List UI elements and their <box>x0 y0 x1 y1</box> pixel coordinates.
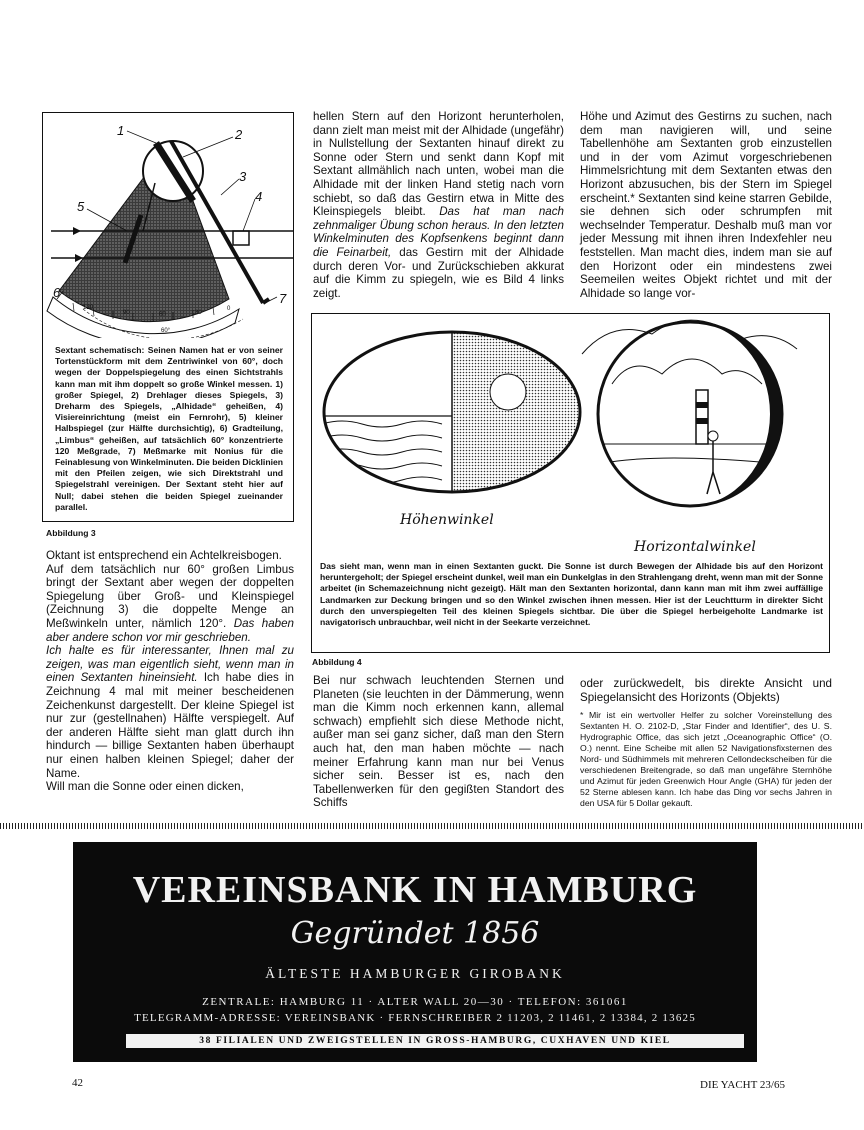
ad-branches: 38 FILIALEN UND ZWEIGSTELLEN IN GROSS-HAMBURG, CUXHAVEN UND KIEL <box>126 1034 744 1048</box>
scale-label: 90 <box>123 310 130 316</box>
text-span: hellen Stern auf den Horizont herunterholen, dann zielt man meist mit der Alhidade (ungefähr) in Nullstellung der Sextanten hinauf direkt zu Sonne oder Stern und senkt dann Kopf mit Sextant allmählich nach unten, wobei man die Alhidade mit der linken Hand stetig nach vorn schiebt, so daß das Gestirn etwa in Mitte des Kleinspiegels bleibt. <box>313 110 564 219</box>
footnote: * Mir ist ein wertvoller Helfer zu solcher Voreinstellung des Sextanten H. O. 2102-D, „Star Finder and Identifier“, des U. S. Hydrographic Office, das sich jetzt „Oceanographic Office“ (O. O.) nennt. Eine Scheibe mit allen 52 Navigationsfixsternen des Nord- und Südhimmels mit mehreren Cellondeckscheiben für die verschiedenen Breitengrade, so daß man ungefähre Sternhöhe und Azimut für jeden Greenwich Hour Angle (GHA) für jeden der 52 Sterne ablesen kann. Ich habe das Ding vor sechs Jahren in den USA für 5 Dollar gekauft. <box>580 710 832 808</box>
text-span-italic: Das haben aber andere schon vor mir geschrieben. <box>46 616 294 644</box>
sextant-view-drawing <box>312 314 831 559</box>
scale-label: 0 <box>227 306 231 312</box>
paragraph: Will man die Sonne oder einen dicken, <box>46 780 244 794</box>
right-view-label: Horizontalwinkel <box>634 539 756 555</box>
angle-label: 60° <box>161 328 171 334</box>
paragraph: Höhe und Azimut des Gestirns zu suchen, nach dem man navigieren will, und seine Tabellenhöhe am Sextanten grob einzustellen und in der vom Azimut vorgeschriebenen Himmelsrichtung mit dem Sextanten etwas den Horizont abzusuchen, bis der Stern im Spiegel erscheint.* Sextanten sind keine starren Gebilde, sie dehnen sich oder schrumpfen mit wechselnder Temperatur. Deshalb muß man vor jeder Messung mit ihnen ihren Indexfehler neu feststellen. Man macht dies, indem man sie auf den Horizont oder ein mindestens zwei Seemeilen weites Objekt richtet und mit der Alhidade so lange vor- <box>580 110 832 300</box>
page-number: 42 <box>72 1077 83 1089</box>
paragraph: oder zurückwedelt, bis direkte Ansicht und Spiegelansicht des Horizonts (Objekts) <box>580 677 832 704</box>
diagram-label-2: 2 <box>235 127 243 142</box>
figure-4-label: Abbildung 4 <box>312 657 362 667</box>
diagram-label-6: 6 <box>53 285 61 300</box>
figure-3-caption: Sextant schematisch: Seinen Namen hat er von seiner Tortenstückform mit dem Zentriwinkel von 60°, doch wegen der Doppelspiegelung des einen Sichtstrahls kann man mit ihm doppelt so große Winkel messen. 1) großer Spiegel, 2) Drehlager dieses Spiegels, 3) Dreharm des Spiegels, „Alhidade“ geheißen, 4) Visiereinrichtung (meist ein Fernrohr), 5) kleiner Halbspiegel (zur Hälfte durchsichtig), 6) Gradteilung, „Limbus“ geheißen, auf tatsächlich 60° konzentrierte 120 Meßgrade, 7) Meßmarke mit Nonius für die Feinablesung von Winkelminuten. Die beiden Dicklinien mit den Pfeilen zeigen, wie sich Direktstrahl und Spiegelstrahl vereinigen. Der Sextant steht hier auf Null; dabei stehen die beiden Spiegel zueinander parallel. <box>55 345 283 512</box>
paragraph <box>46 644 294 780</box>
ad-telegram: TELEGRAMM-ADRESSE: VEREINSBANK · FERNSCHREIBER 2 11203, 2 11461, 2 13384, 2 13625 <box>134 1012 696 1024</box>
figure-4-caption: Das sieht man, wenn man in einen Sextanten guckt. Die Sonne ist durch Bewegen der Alhidade bis auf den Horizont heruntergeholt; der Spiegel erscheint dunkel, weil man ein Dunkelglas in den Strahlengang dreht, wenn man mit der Sonne arbeitet (in Schemazeichnung nicht gezeigt). Hält man den Sextanten horizontal, dann kann man mit ihm zwei auffällige Landmarken zur Deckung bringen und so den Winkel zwischen ihnen messen. Hier ist der Leuchtturm in direkter Sicht durch den unverspiegelten Teil des kleinen Spiegels sichtbar. Die über die Spiegel herbeigeholte Landmarke ist navigatorisch unbrauchbar, weil nicht in der Seekarte verzeichnet. <box>320 561 823 628</box>
scale-label: 120 <box>83 305 94 311</box>
paragraph: Bei nur schwach leuchtenden Sternen und Planeten (sie leuchten in der Dämmerung, wenn man die Kimm noch erkennen kann, allemal schwach) empfiehlt sich diese Methode nicht, außer man sei ganz sicher, daß man den Stern auch hat, den man haben möchte — nach meiner Erfahrung kann man nur bei Venus sicher sein. Besser ist es, nach den Tabellenwerken für den gegißten Standort des Schiffs <box>313 674 564 810</box>
text-span-italic: Das hat man nach zehnmaliger Übung schon heraus. In den letzten Winkelminuten des Kopfsenkens beginnt dann die Feinarbeit, <box>313 205 565 259</box>
vereinsbank-advertisement <box>73 842 757 1062</box>
left-view-label: Höhenwinkel <box>400 512 494 528</box>
text-span: das Gestirn mit der Alhidade durch deren Vor- und Zurückschieben akkurat auf die Kimm zu spiegeln, wie es Bild 4 links zeigt. <box>313 245 564 300</box>
sextant-drawing <box>43 113 295 338</box>
diagram-label-4: 4 <box>255 189 263 204</box>
column-3-lower-text <box>580 677 832 704</box>
column-2-text <box>313 110 564 300</box>
ad-tagline: ÄLTESTE HAMBURGER GIROBANK <box>265 966 565 981</box>
ad-title: VEREINSBANK IN HAMBURG <box>132 869 698 911</box>
paragraph: Oktant ist entsprechend ein Achtelkreisbogen. <box>46 549 282 562</box>
column-1-text <box>46 549 294 794</box>
text-span: Auf dem tatsächlich nur 60° großen Limbus bringt der Sextant aber wegen der doppelten Spiegelung über Groß- und Kleinspiegel (Zeichnung 3) die doppelte Menge an Meßwinkeln unter, nämlich 120°. <box>46 562 294 630</box>
scale-label: 30 <box>195 310 202 316</box>
column-2-lower-text <box>313 674 564 810</box>
figure-4-sextant-view <box>311 313 830 653</box>
text-span: Ich habe dies in Zeichnung 4 mal mit meiner bescheidenen Zeichenkunst dargestellt. Der kleine Spiegel ist nur zur (gestellnahen) Hälfte verspiegelt. Auf der anderen Hälfte sieht man glatt durch ihn hindurch — billige Sextanten haben überhaupt nur einen halben kleinen Spiegel; daher der Name. <box>46 671 294 780</box>
ad-address: ZENTRALE: HAMBURG 11 · ALTER WALL 20—30 · TELEFON: 361061 <box>202 996 628 1008</box>
figure-3-sextant-diagram <box>42 112 294 522</box>
ad-founded: Gegründet 1856 <box>290 916 540 951</box>
journal-issue: DIE YACHT 23/65 <box>700 1079 785 1091</box>
figure-3-label: Abbildung 3 <box>46 528 96 538</box>
diagram-label-1: 1 <box>117 123 125 138</box>
text-span-italic: Ich halte es für interessanter, Ihnen mal zu zeigen, was man eigentlich sieht, wenn man in einen Sextanten hineinsieht. <box>46 644 294 685</box>
paragraph <box>46 563 294 645</box>
diagram-label-3: 3 <box>239 169 247 184</box>
diagram-label-5: 5 <box>77 199 85 214</box>
diagram-label-7: 7 <box>279 291 287 306</box>
column-3-text <box>580 110 832 300</box>
scale-label: 60 <box>159 312 166 318</box>
divider-hatch <box>0 823 864 829</box>
paragraph <box>313 110 564 300</box>
